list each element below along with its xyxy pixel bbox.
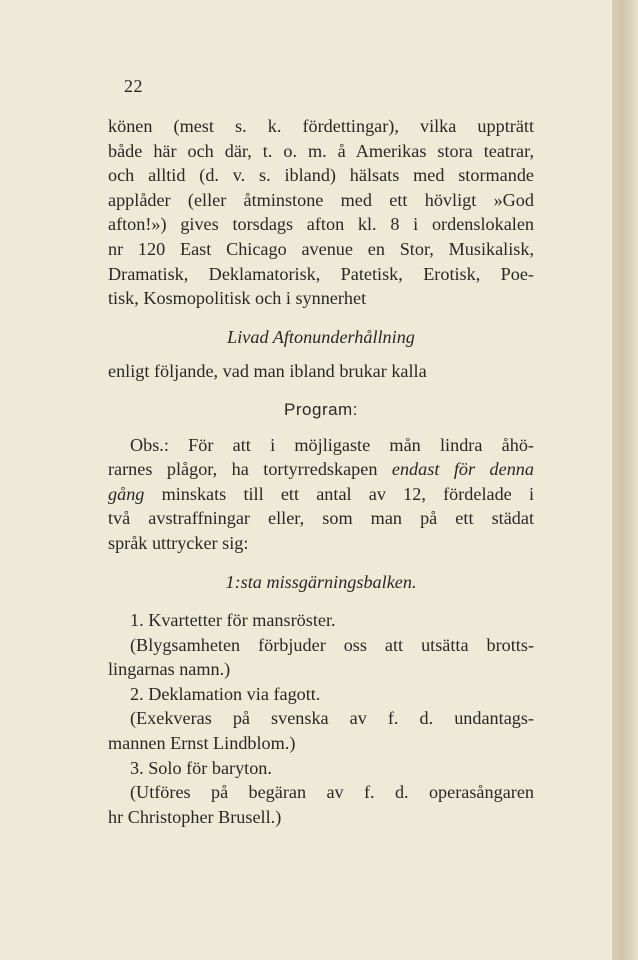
program-item-note: (Utföres på begäran av f. d. operasångaren xyxy=(130,782,534,803)
text-line: både här och där, t. o. m. å Amerikas stora teatrar, xyxy=(108,140,534,161)
obs-line: gång minskats till ett antal av 12, fördelade i xyxy=(108,483,534,504)
program-item-title: 3. Solo för baryton. xyxy=(130,757,272,778)
program-item-title: 1. Kvartetter för mansröster. xyxy=(130,610,336,631)
page-text xyxy=(108,114,534,829)
obs-line: språk uttrycker sig: xyxy=(108,532,249,553)
program-item-note: lingarnas namn.) xyxy=(108,659,231,680)
text-line: enligt följande, vad man ibland brukar kalla xyxy=(108,361,427,382)
text-line: applåder (eller åtminstone med ett hövligt »God xyxy=(108,189,534,210)
program-item-note: mannen Ernst Lindblom.) xyxy=(108,733,296,754)
obs-italic: gång xyxy=(108,483,145,504)
text-line: och alltid (d. v. s. ibland) hälsats med stormande xyxy=(108,165,534,186)
program-item-title: 2. Deklamation via fagott. xyxy=(130,683,321,704)
text-line: afton!») gives torsdags afton kl. 8 i ordenslokalen xyxy=(108,214,534,235)
obs-line: två avstraffningar eller, som man på ett städat xyxy=(108,508,534,529)
italic-heading: Livad Aftonunderhållning xyxy=(227,326,415,347)
page-edge xyxy=(612,0,638,960)
section-title: 1:sta missgärningsbalken. xyxy=(225,571,417,592)
page-number: 22 xyxy=(124,76,143,96)
obs-italic: endast för denna xyxy=(391,459,534,480)
obs-line: Obs.: För att i möjligaste mån lindra åhö- xyxy=(130,434,534,455)
program-item-note: (Exekveras på svenska av f. d. undantags- xyxy=(130,708,534,729)
text-line: Dramatisk, Deklamatorisk, Patetisk, Erotisk, Poe- xyxy=(108,263,534,284)
obs-line: rarnes plågor, ha tortyrredskapen endast för denna xyxy=(108,459,534,480)
program-heading: Program: xyxy=(284,399,358,419)
program-item-note: (Blygsamheten förbjuder oss att utsätta brotts- xyxy=(130,634,534,655)
text-line: tisk, Kosmopolitisk och i synnerhet xyxy=(108,288,367,309)
text-line: nr 120 East Chicago avenue en Stor, Musikalisk, xyxy=(108,238,534,259)
text-line: könen (mest s. k. fördettingar), vilka uppträtt xyxy=(108,116,534,136)
program-item-note: hr Christopher Brusell.) xyxy=(108,806,282,827)
